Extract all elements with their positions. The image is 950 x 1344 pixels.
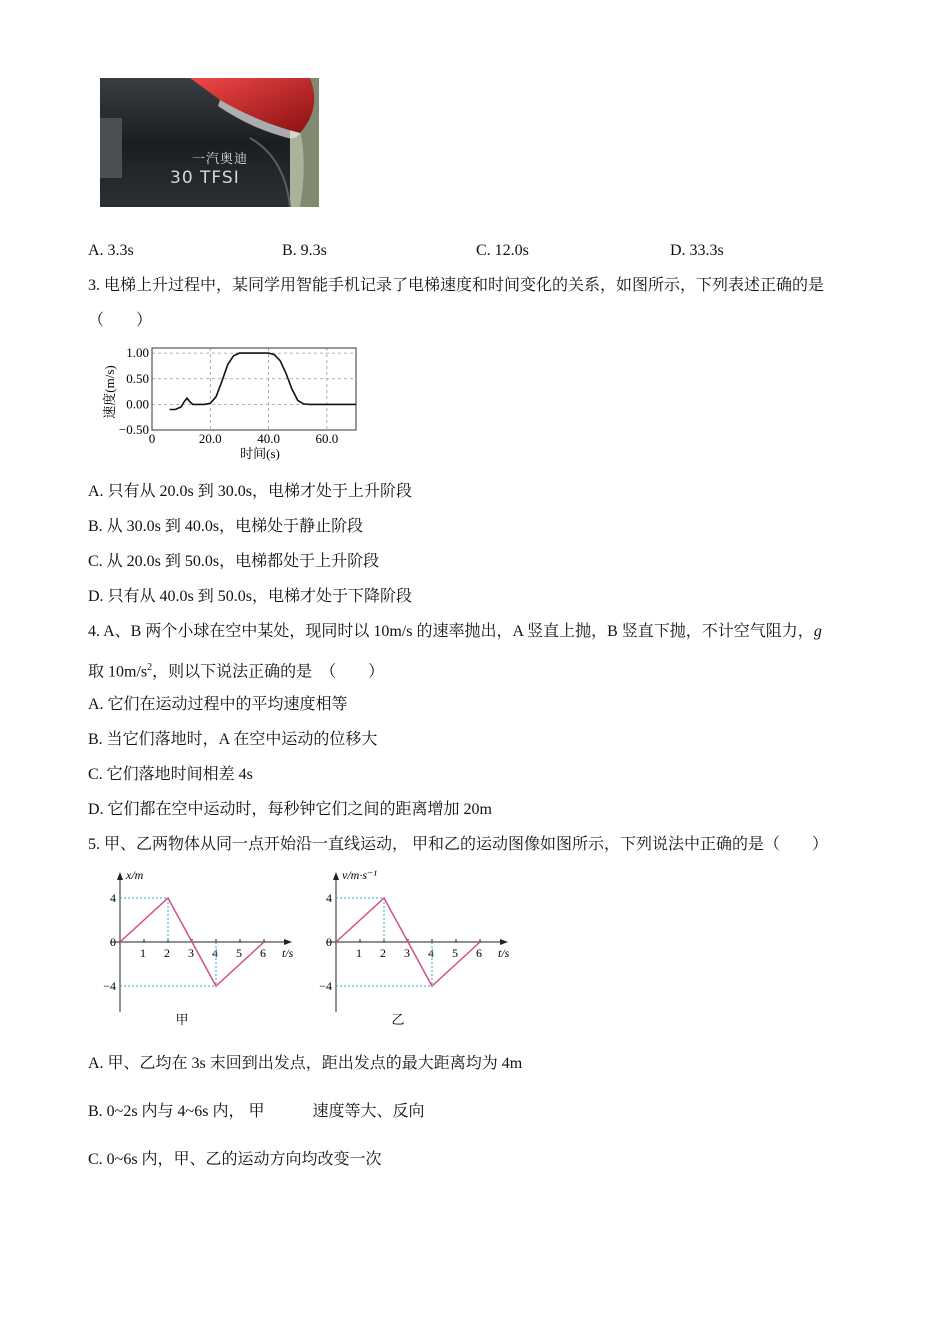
jia-x-tick-label: 4 [212, 946, 218, 960]
yi-x-tick-label: 5 [452, 946, 458, 960]
yi-y-tick-label: −4 [319, 979, 332, 993]
q4-option-a: A. 它们在运动过程中的平均速度相等 [88, 696, 348, 713]
q5-option-a: A. 甲、乙均在 3s 末回到出发点，距出发点的最大距离均为 4m [88, 1055, 523, 1072]
x-tick-label: 40.0 [257, 431, 280, 446]
q2-option-c: C. 12.0s [476, 242, 529, 259]
yi-x-tick-label: 2 [380, 946, 386, 960]
jia-x-tick-label: 6 [260, 946, 266, 960]
jia-caption: 甲 [175, 1012, 189, 1027]
car-badge-photo [100, 78, 319, 207]
jia-x-tick-label: 1 [140, 946, 146, 960]
y-tick-label: 1.00 [126, 345, 149, 361]
y-tick-label: 0.00 [126, 396, 149, 412]
q3-option-c: C. 从 20.0s 到 50.0s，电梯都处于上升阶段 [88, 553, 380, 570]
y-axis-label: 速度(m/s) [102, 365, 117, 419]
q4-stem-line1 [88, 622, 822, 642]
yi-y-tick-label: 4 [326, 891, 332, 905]
yi-x-arrow [500, 939, 508, 945]
q4-stem-text3: ，则以下说法正确的是 （ ） [152, 663, 385, 681]
yi-vt-graph [316, 862, 526, 1032]
yi-x-tick-label: 3 [404, 946, 410, 960]
badge-text-bottom: 30 TFSI [170, 168, 240, 188]
yi-y-arrow [333, 872, 339, 880]
q4-option-c: C. 它们落地时间相差 4s [88, 766, 253, 783]
jia-x-arrow [284, 939, 292, 945]
q4-stem-line2 [88, 658, 384, 682]
q5-option-b: B. 0~2s 内与 4~6s 内， 甲 速度等大、反向 [88, 1103, 425, 1120]
q4-option-d: D. 它们都在空中运动时，每秒钟它们之间的距离增加 20m [88, 801, 493, 818]
x-tick-label: 20.0 [198, 431, 222, 446]
jia-y-tick-label: 4 [110, 891, 116, 905]
badge-text-top: 一汽奥迪 [192, 152, 249, 167]
q5-option-c: C. 0~6s 内，甲、乙的运动方向均改变一次 [88, 1151, 382, 1168]
q3-option-b: B. 从 30.0s 到 40.0s，电梯处于静止阶段 [88, 518, 364, 535]
yi-y-tick-label: 0 [326, 935, 332, 949]
jia-y-tick-label: 0 [110, 935, 116, 949]
x-tick-label: 0 [148, 431, 156, 446]
q4-exponent: 2 [147, 662, 153, 673]
q4-option-b: B. 当它们落地时，A 在空中运动的位移大 [88, 731, 378, 748]
y-tick-label: −0.50 [118, 422, 149, 437]
jia-x-tick-label: 3 [188, 946, 194, 960]
q4-gravity-symbol: g [813, 623, 822, 640]
yi-x-tick-label: 1 [356, 946, 362, 960]
jia-xt-graph [100, 862, 310, 1032]
q3-option-d: D. 只有从 40.0s 到 50.0s，电梯才处于下降阶段 [88, 588, 413, 605]
velocity-line [170, 353, 357, 409]
jia-y-arrow [117, 872, 123, 880]
q5-stem: 5. 甲、乙两物体从同一点开始沿一直线运动， 甲和乙的运动图像如图所示，下列说法中正确的是（ ） [88, 836, 829, 853]
x-tick-label: 60.0 [315, 431, 339, 446]
x-axis-label: 时间(s) [240, 446, 280, 461]
yi-x-tick-label: 6 [476, 946, 482, 960]
elevator-velocity-chart [100, 340, 370, 465]
q3-paren: （ ） [88, 312, 153, 329]
y-tick-label: 0.50 [126, 370, 149, 386]
yi-caption: 乙 [391, 1012, 405, 1027]
q3-stem: 3. 电梯上升过程中，某同学用智能手机记录了电梯速度和时间变化的关系，如图所示，下列表述正确的是 [88, 277, 825, 294]
jia-x-label: t/s [282, 946, 294, 960]
jia-y-label: x/m [126, 868, 144, 882]
q2-option-a: A. 3.3s [88, 242, 134, 259]
q4-stem-text: 4. A、B 两个小球在空中某处，现同时以 10m/s 的速率抛出，A 竖直上抛，B 竖直下抛，不计空气阻力， [88, 623, 814, 640]
chart-frame [152, 348, 356, 430]
jia-x-tick-label: 5 [236, 946, 242, 960]
q2-option-b: B. 9.3s [282, 242, 327, 259]
jia-x-tick-label: 2 [164, 946, 170, 960]
yi-x-tick-label: 4 [428, 946, 434, 960]
q3-option-a: A. 只有从 20.0s 到 30.0s，电梯才处于上升阶段 [88, 483, 413, 500]
yi-x-label: t/s [498, 946, 510, 960]
q4-stem-text2: 取 10m/s [88, 663, 148, 681]
jia-y-tick-label: −4 [103, 979, 116, 993]
q2-option-d: D. 33.3s [670, 242, 724, 259]
yi-y-label: v/m·s⁻¹ [342, 868, 377, 882]
